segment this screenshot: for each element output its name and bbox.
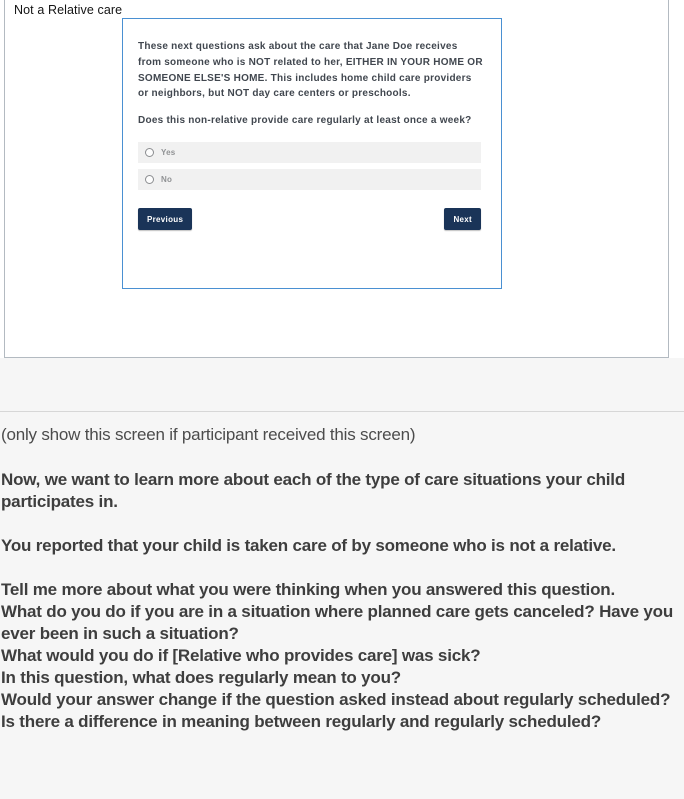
next-button[interactable]: Next: [444, 208, 481, 230]
section-divider: [0, 411, 684, 412]
document-top-section: [0, 0, 684, 358]
note-paragraph: Now, we want to learn more about each of the type of care situations your child participates in.: [1, 470, 626, 511]
probe-question: Would your answer change if the question asked instead about regularly scheduled?: [1, 690, 671, 709]
probe-question: In this question, what does regularly mean to you?: [1, 668, 401, 687]
probe-question: Tell me more about what you were thinking when you answered this question.: [1, 580, 615, 599]
probe-question: Is there a difference in meaning between regularly and regularly scheduled?: [1, 712, 602, 731]
option-row-yes[interactable]: [138, 142, 481, 163]
note-paragraph: You reported that your child is taken care of by someone who is not a relative.: [1, 536, 616, 555]
survey-intro-text: These next questions ask about the care that Jane Doe receives from someone who is NOT related to her, EITHER IN YOUR HOME OR SOMEONE ELSE'S HOME. This includes home child care providers or neighbors, but NOT day care centers or preschools.: [138, 41, 483, 100]
section-label: Not a Relative care: [14, 3, 123, 17]
option-label-no: No: [161, 174, 173, 184]
option-label-yes: Yes: [161, 147, 176, 157]
answer-options: [138, 142, 485, 190]
navigation-buttons: [138, 208, 481, 230]
probe-question-list: [1, 579, 683, 733]
option-row-no[interactable]: [138, 169, 481, 190]
previous-button[interactable]: Previous: [138, 208, 192, 230]
screenshot-frame: [4, 0, 669, 358]
probe-question: What do you do if you are in a situation where planned care gets canceled? Have you ever been in such a situation?: [1, 602, 674, 643]
survey-card: [122, 18, 502, 289]
condition-note: (only show this screen if participant received this screen): [1, 425, 416, 444]
probe-question: What would you do if [Relative who provides care] was sick?: [1, 646, 481, 665]
interviewer-notes: [1, 424, 683, 733]
radio-icon[interactable]: [145, 148, 154, 157]
survey-question-text: Does this non-relative provide care regularly at least once a week?: [138, 115, 472, 127]
interviewer-notes-section: [0, 358, 684, 799]
radio-icon[interactable]: [145, 175, 154, 184]
